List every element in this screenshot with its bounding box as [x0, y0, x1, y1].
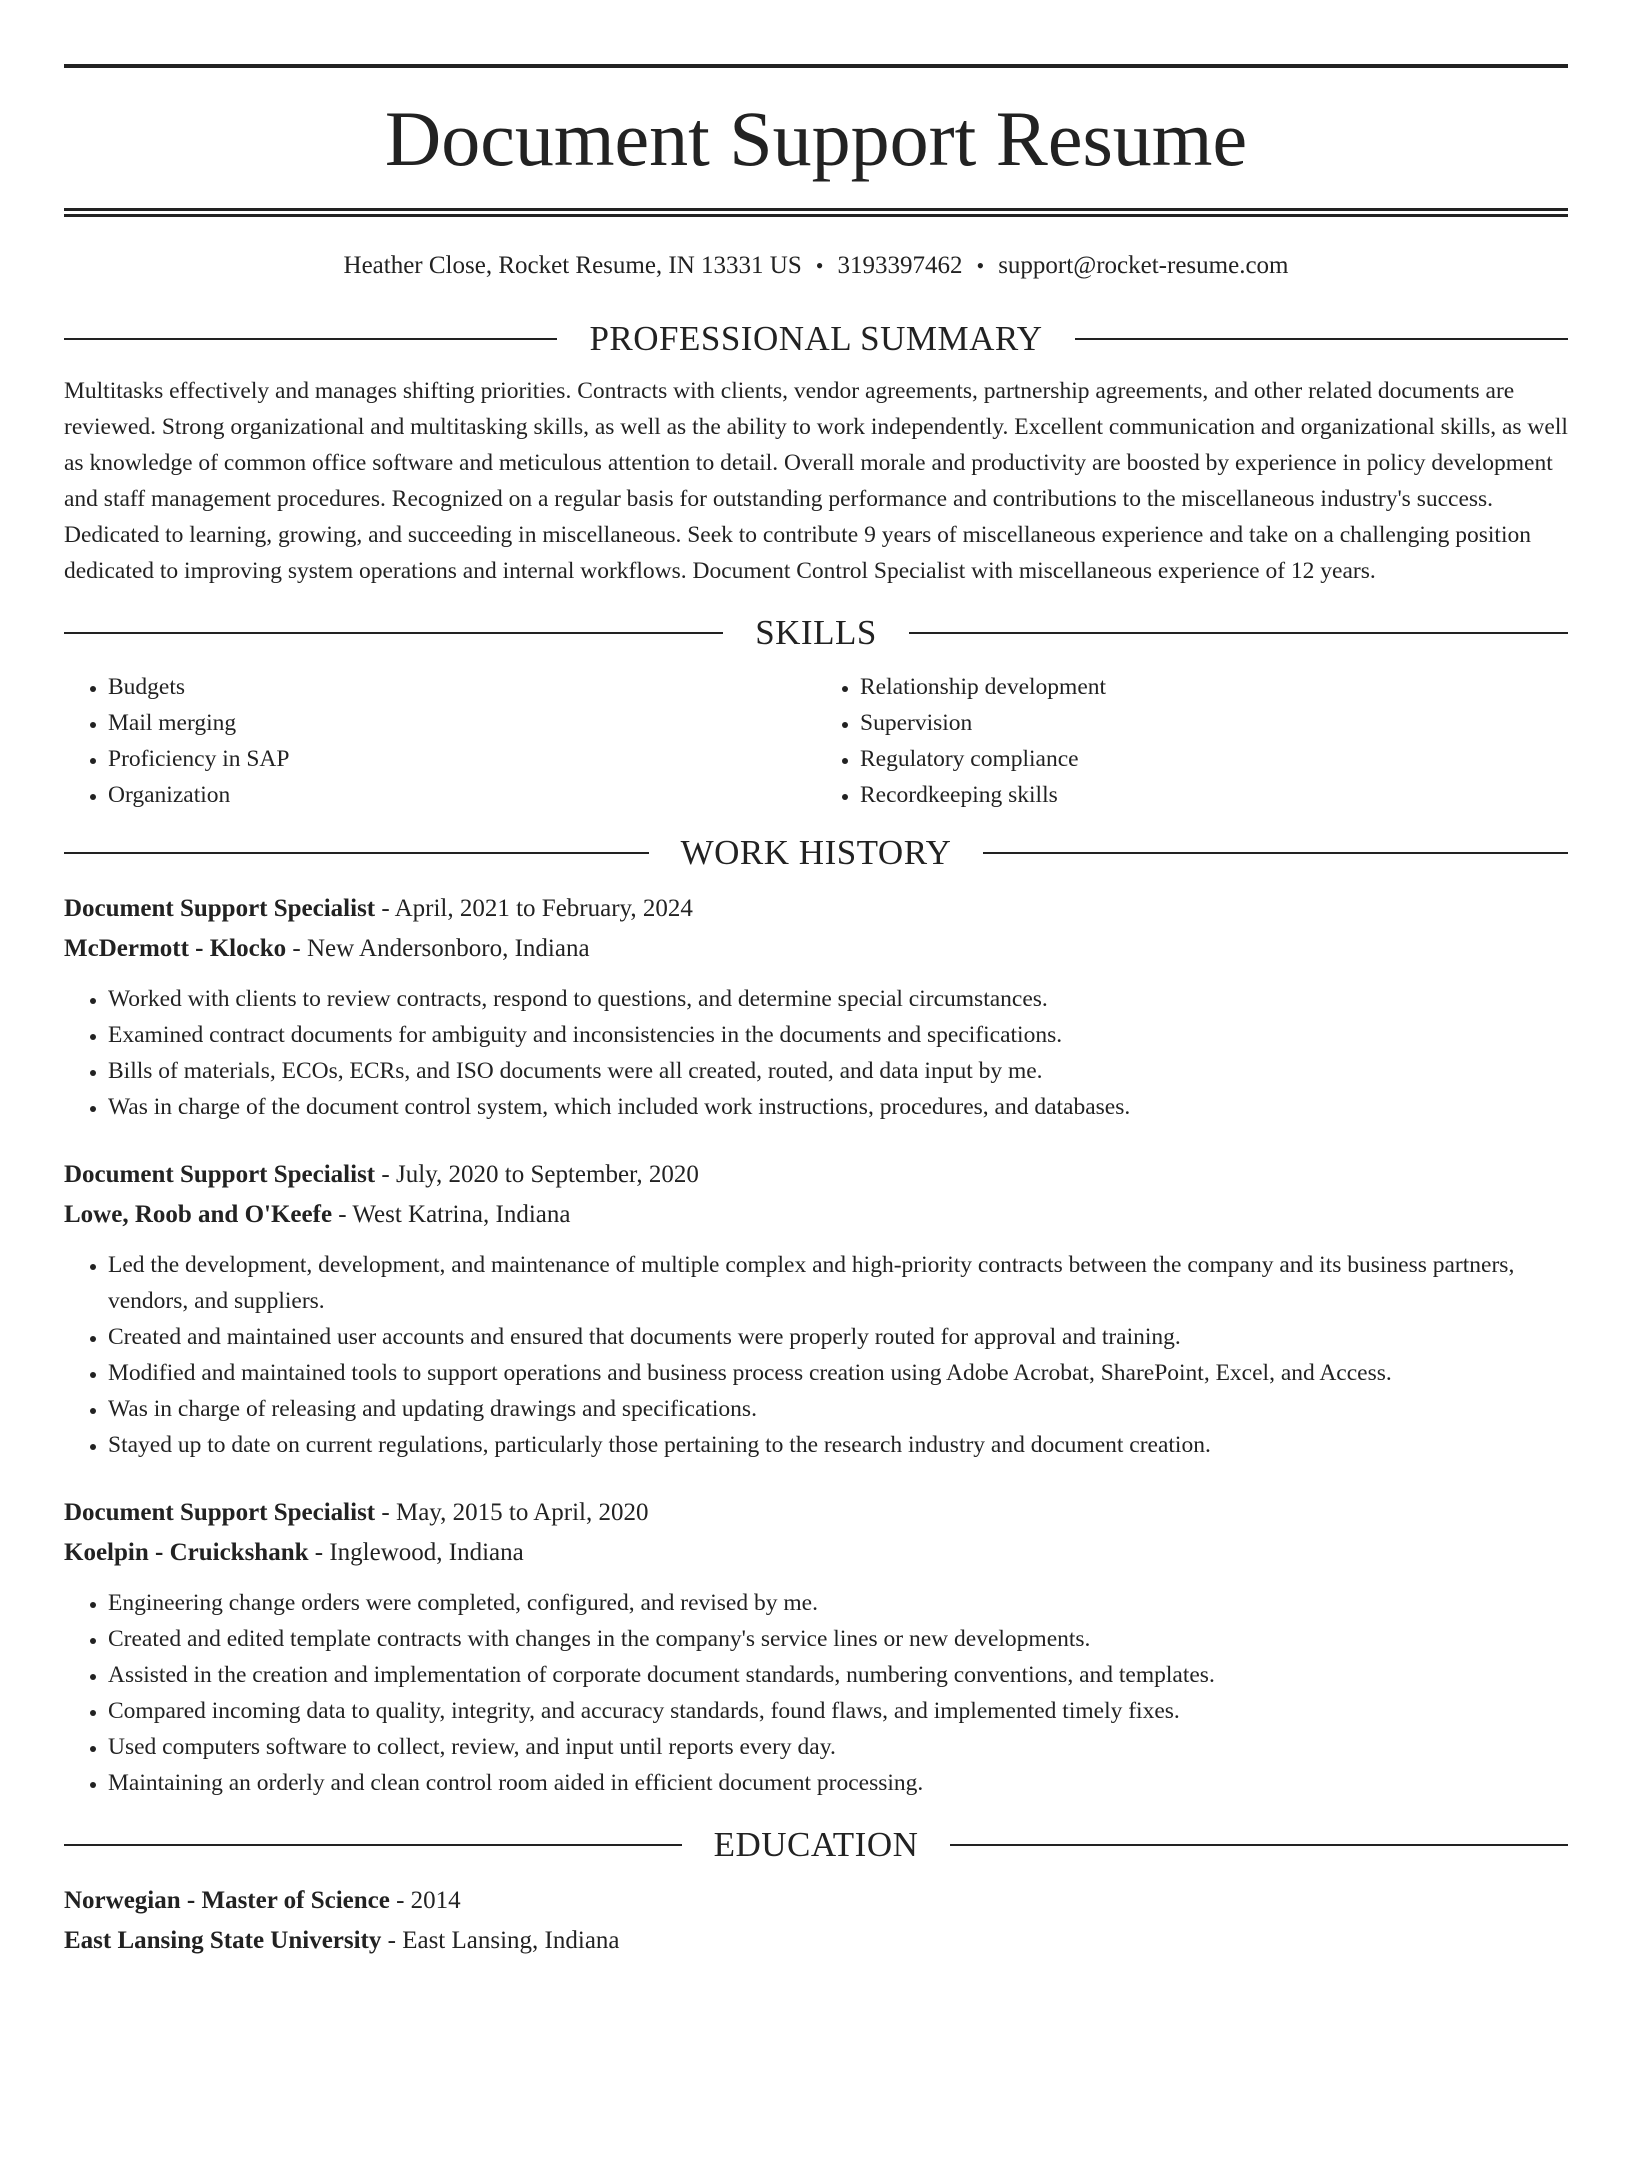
section-heading-skills [64, 611, 1568, 655]
skills-list [64, 669, 1568, 813]
section-rule [64, 338, 557, 340]
title-double-rule [64, 208, 1568, 217]
contact-separator: • [976, 253, 985, 278]
education-degree: Norwegian - Master of Science [64, 1887, 390, 1914]
job-title-line [64, 1155, 1568, 1195]
job-location: - Inglewood, Indiana [308, 1539, 524, 1566]
job-company: Koelpin - Cruickshank [64, 1539, 309, 1566]
job-bullets [64, 1585, 1568, 1801]
section-title: EDUCATION [713, 1825, 919, 1864]
section-rule [64, 632, 723, 634]
job-bullet: • Compared incoming data to quality, integrity, and accuracy standards, found flaws, and implemented timely fixes. [108, 1693, 1568, 1729]
job-entry [64, 1155, 1568, 1463]
job-location: - West Katrina, Indiana [332, 1201, 571, 1228]
section-title: PROFESSIONAL SUMMARY [589, 319, 1043, 358]
job-bullet: • Created and edited template contracts with changes in the company's service lines or new developments. [108, 1621, 1568, 1657]
top-rule [64, 64, 1568, 68]
job-bullet: • Was in charge of releasing and updating drawings and specifications. [108, 1391, 1568, 1427]
job-bullets [64, 1247, 1568, 1463]
contact-email: support@rocket-resume.com [998, 252, 1289, 279]
skill-item: • Relationship development [860, 669, 1568, 705]
section-heading-work [64, 831, 1568, 875]
education-entry [64, 1881, 1568, 1961]
skill-item: • Budgets [108, 669, 816, 705]
education-location: - East Lansing, Indiana [381, 1927, 620, 1954]
education-school: East Lansing State University [64, 1927, 382, 1954]
job-dates: - July, 2020 to September, 2020 [375, 1161, 699, 1188]
job-role: Document Support Specialist [64, 895, 376, 922]
section-heading-education [64, 1823, 1568, 1867]
section-heading-summary [64, 317, 1568, 361]
job-role: Document Support Specialist [64, 1161, 376, 1188]
education-school-line [64, 1921, 1568, 1961]
job-company-line [64, 1195, 1568, 1235]
job-company-line [64, 1533, 1568, 1573]
job-entry [64, 889, 1568, 1125]
job-bullet: • Assisted in the creation and implementation of corporate document standards, numbering conventions, and templates. [108, 1657, 1568, 1693]
job-dates: - April, 2021 to February, 2024 [375, 895, 693, 922]
resume-page [0, 64, 1632, 2176]
education-degree-line [64, 1881, 1568, 1921]
skill-item: • Proficiency in SAP [108, 741, 816, 777]
job-entry [64, 1493, 1568, 1801]
job-bullet: • Used computers software to collect, review, and input until reports every day. [108, 1729, 1568, 1765]
job-company: McDermott - Klocko [64, 935, 287, 962]
job-bullet: • Modified and maintained tools to support operations and business process creation using Adobe Acrobat, SharePoint, Excel, and Access. [108, 1355, 1568, 1391]
job-bullet: • Worked with clients to review contracts, respond to questions, and determine special circumstances. [108, 981, 1568, 1017]
skills-column-left [64, 669, 816, 813]
job-title-line [64, 1493, 1568, 1533]
summary-text: Multitasks effectively and manages shifting priorities. Contracts with clients, vendor agreements, partnership agreements, and other related documents are reviewed. Strong organizational and multitasking skills, as well as the ability to work independently. Excellent communication and organizational skills, as well as knowledge of common office software and meticulous attention to detail. Overall morale and productivity are boosted by experience in policy development and staff management procedures. Recognized on a regular basis for outstanding performance and contributions to the miscellaneous industry's success. Dedicated to learning, growing, and succeeding in miscellaneous. Seek to contribute 9 years of miscellaneous experience and take on a challenging position dedicated to improving system operations and internal workflows. Document Control Specialist with miscellaneous experience of 12 years. [64, 378, 1568, 584]
section-title: WORK HISTORY [680, 833, 952, 872]
section-rule [64, 852, 649, 854]
job-bullets [64, 981, 1568, 1125]
skills-column-right [816, 669, 1568, 813]
job-bullet: • Was in charge of the document control system, which included work instructions, procedures, and databases. [108, 1089, 1568, 1125]
job-bullet: • Maintaining an orderly and clean control room aided in efficient document processing. [108, 1765, 1568, 1801]
job-company-line [64, 929, 1568, 969]
job-title-line [64, 889, 1568, 929]
section-title: SKILLS [755, 613, 877, 652]
contact-address: Heather Close, Rocket Resume, IN 13331 US [343, 252, 802, 279]
job-bullet: • Bills of materials, ECOs, ECRs, and ISO documents were all created, routed, and data input by me. [108, 1053, 1568, 1089]
section-rule [983, 852, 1568, 854]
contact-separator: • [815, 253, 824, 278]
skill-item: • Recordkeeping skills [860, 777, 1568, 813]
education-year: - 2014 [389, 1887, 461, 1914]
skill-item: • Regulatory compliance [860, 741, 1568, 777]
job-bullet: • Stayed up to date on current regulations, particularly those pertaining to the research industry and document creation. [108, 1427, 1568, 1463]
job-role: Document Support Specialist [64, 1499, 376, 1526]
contact-phone: 3193397462 [837, 252, 963, 279]
job-location: - New Andersonboro, Indiana [286, 935, 590, 962]
contact-line [64, 251, 1568, 281]
job-bullet: • Created and maintained user accounts and ensured that documents were properly routed for approval and training. [108, 1319, 1568, 1355]
job-bullet: • Engineering change orders were completed, configured, and revised by me. [108, 1585, 1568, 1621]
job-bullet: • Examined contract documents for ambiguity and inconsistencies in the documents and specifications. [108, 1017, 1568, 1053]
job-dates: - May, 2015 to April, 2020 [375, 1499, 649, 1526]
section-rule [950, 1844, 1568, 1846]
skill-item: • Mail merging [108, 705, 816, 741]
skill-item: • Organization [108, 777, 816, 813]
resume-title: Document Support Resume [384, 95, 1248, 182]
job-company: Lowe, Roob and O'Keefe [64, 1201, 333, 1228]
skill-item: • Supervision [860, 705, 1568, 741]
job-bullet: • Led the development, development, and maintenance of multiple complex and high-priority contracts between the company and its business partners, vendors, and suppliers. [108, 1247, 1568, 1319]
section-rule [909, 632, 1568, 634]
section-rule [64, 1844, 682, 1846]
section-rule [1075, 338, 1568, 340]
